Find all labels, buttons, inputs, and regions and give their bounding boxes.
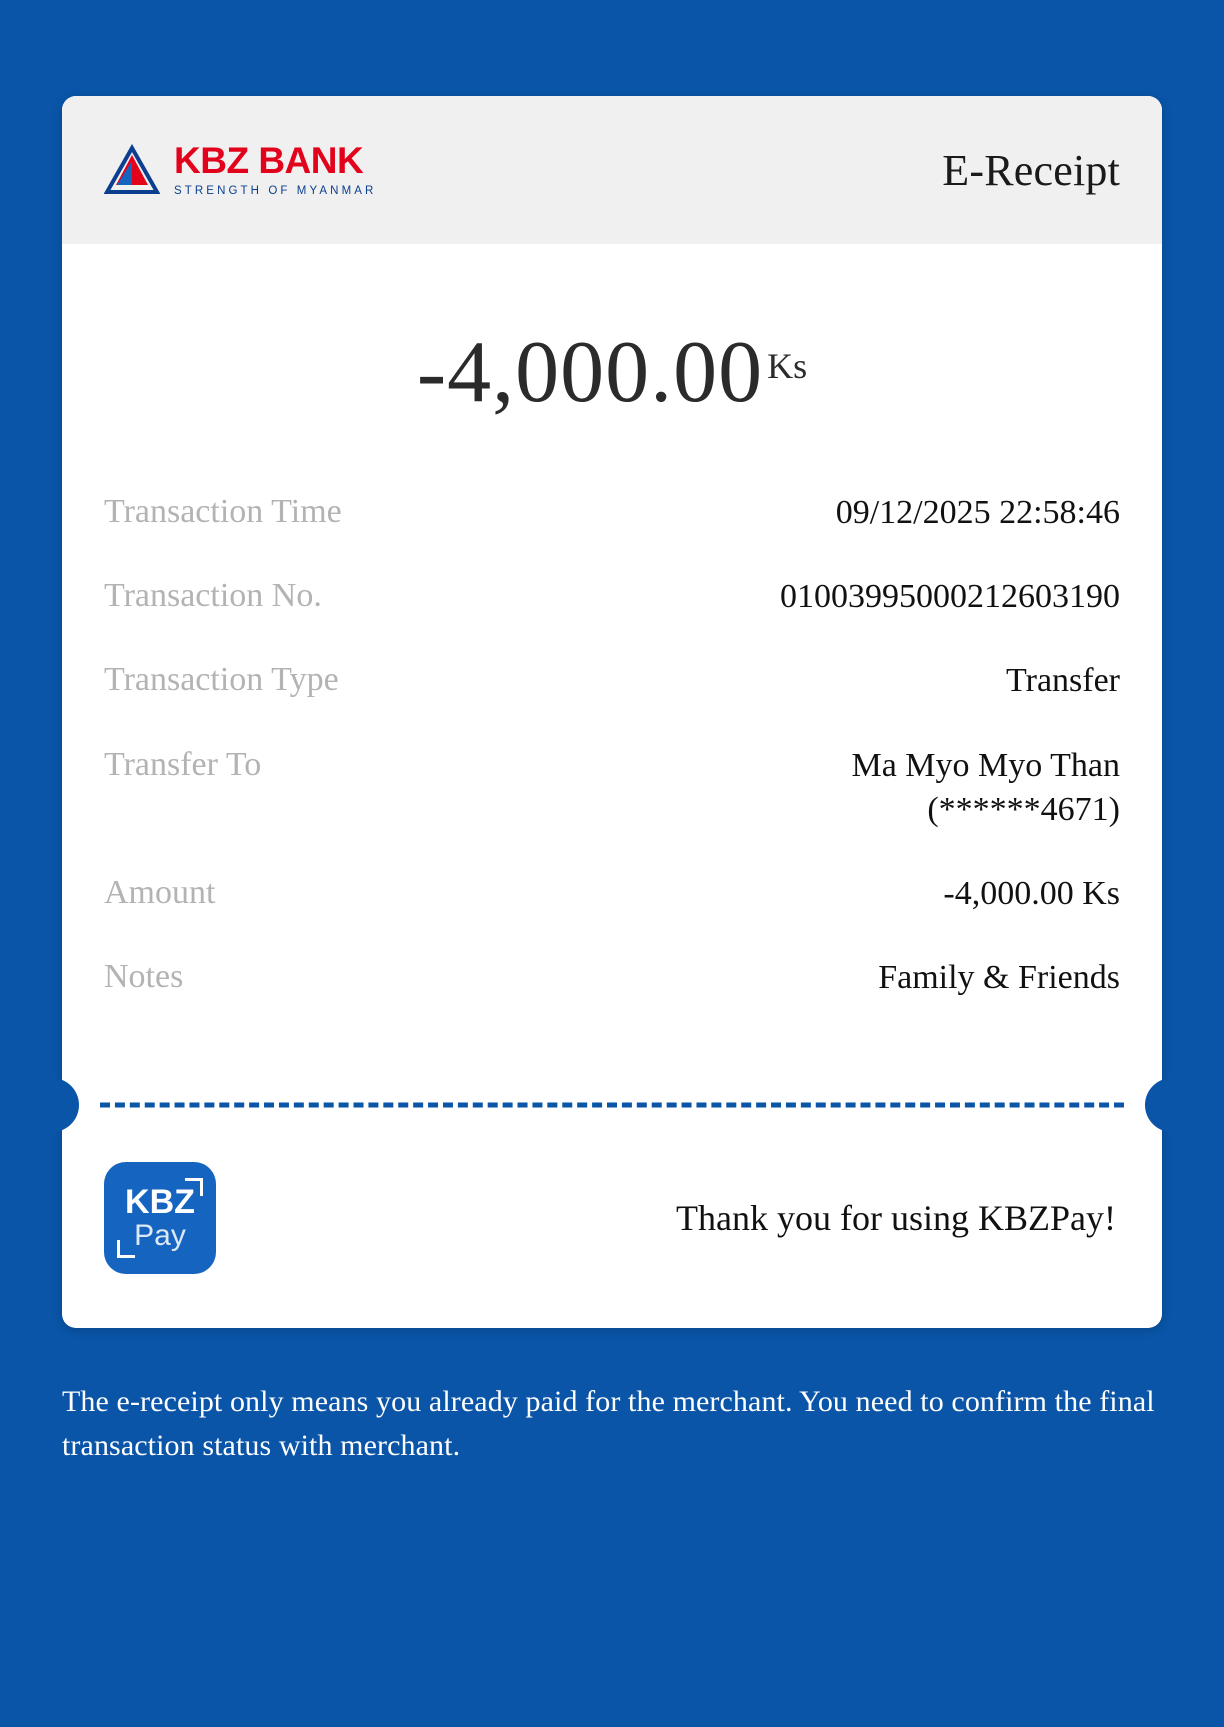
amount-summary — [62, 244, 1162, 491]
detail-row-amount — [96, 872, 1128, 916]
transfer-to-account: (******4671) — [927, 790, 1120, 828]
transaction-details — [62, 491, 1162, 1000]
detail-row-transfer-to — [96, 744, 1128, 832]
perforation-divider — [62, 1074, 1162, 1136]
detail-value: 01003995000212603190 — [780, 578, 1120, 616]
receipt-header — [62, 96, 1162, 244]
detail-label: Transfer To — [104, 745, 262, 783]
amount-currency: Ks — [767, 346, 808, 387]
detail-label: Transaction No. — [104, 577, 322, 615]
detail-label: Notes — [104, 958, 184, 996]
amount-value: -4,000.00 — [416, 324, 764, 421]
detail-value — [851, 744, 1120, 832]
receipt-footer — [62, 1136, 1162, 1328]
kbzpay-logo-bottom-text: Pay — [134, 1219, 186, 1253]
transfer-to-name: Ma Myo Myo Than — [851, 746, 1120, 784]
kbz-bank-logo — [104, 142, 376, 198]
detail-value: -4,000.00 Ks — [943, 874, 1120, 912]
kbzpay-logo-icon — [104, 1162, 216, 1274]
disclaimer-text: The e-receipt only means you already paid for the merchant. You need to confirm the final transaction status with merchant. — [62, 1385, 1155, 1462]
corner-tick-top-right — [185, 1178, 203, 1196]
detail-label: Amount — [104, 873, 216, 911]
detail-row-transaction-type — [96, 659, 1128, 703]
detail-row-transaction-no — [96, 575, 1128, 619]
detail-label: Transaction Time — [104, 493, 342, 530]
corner-tick-bottom-left — [117, 1240, 135, 1258]
detail-value: 09/12/2025 22:58:46 — [835, 494, 1120, 531]
kbz-bank-wordmark — [174, 142, 376, 198]
dashed-line — [100, 1103, 1124, 1108]
page-title: E-Receipt — [942, 145, 1120, 195]
detail-row-transaction-time — [96, 491, 1128, 535]
bank-tagline: STRENGTH OF MYANMAR — [174, 185, 377, 198]
kbz-triangle-icon — [104, 144, 160, 196]
notch-right — [1145, 1078, 1179, 1132]
thank-you-message: Thank you for using KBZPay! — [676, 1198, 1116, 1239]
notch-left — [45, 1078, 79, 1132]
bank-name: KBZ BANK — [174, 140, 364, 182]
kbzpay-logo-top-text: KBZ — [125, 1183, 195, 1222]
receipt-card — [62, 96, 1162, 1328]
detail-value: Family & Friends — [878, 959, 1120, 997]
detail-row-notes — [96, 956, 1128, 1000]
detail-value: Transfer — [1006, 662, 1120, 700]
detail-label: Transaction Type — [104, 661, 339, 699]
